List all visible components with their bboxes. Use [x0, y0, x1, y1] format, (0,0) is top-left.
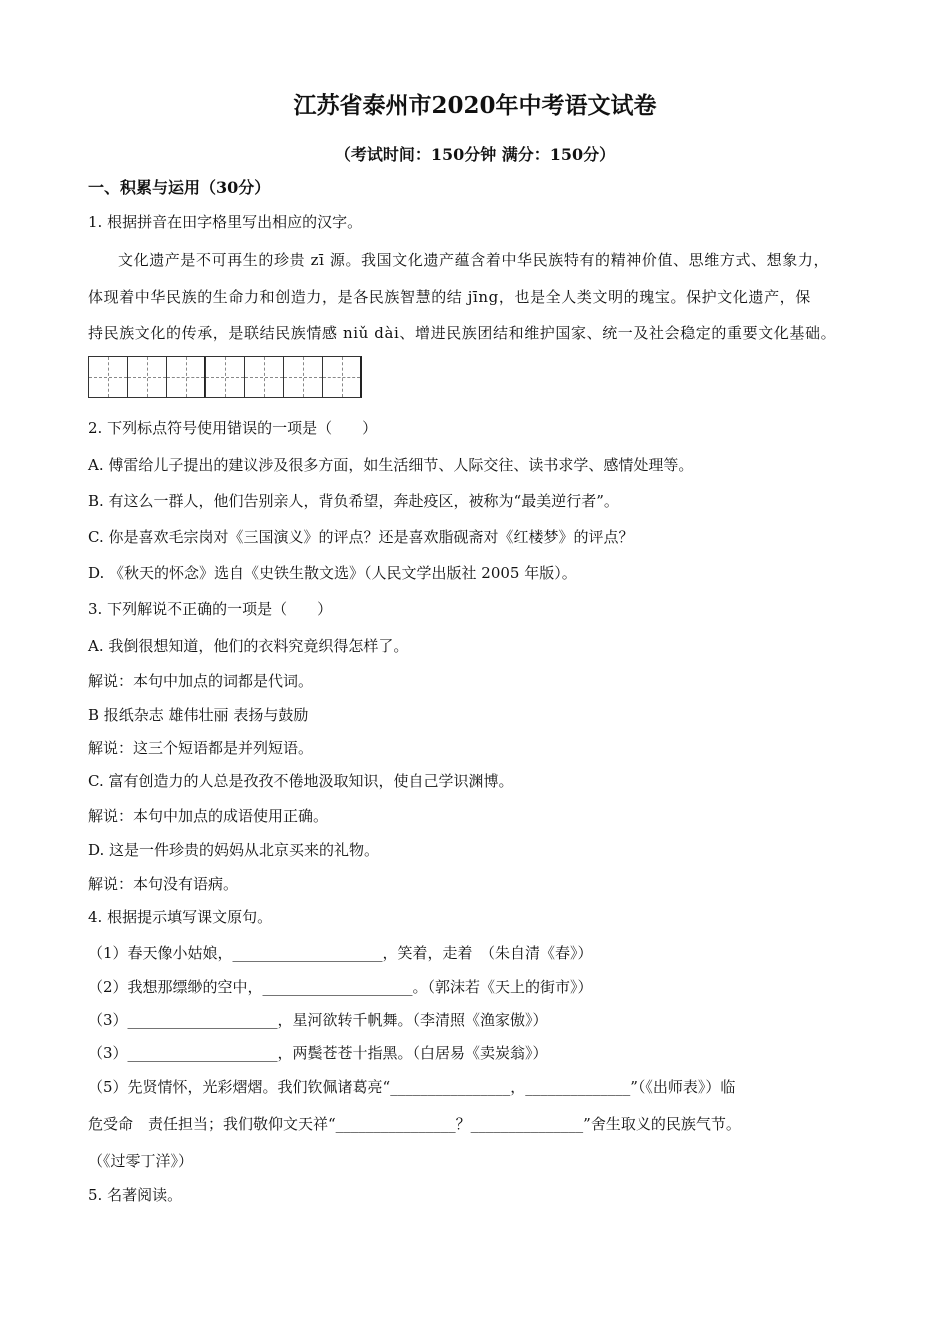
option-c: C. 你是喜欢毛宗岗对《三国演义》的评点？还是喜欢脂砚斋对《红楼梦》的评点？: [88, 528, 634, 546]
tianzige-grid[interactable]: [88, 356, 361, 398]
option-d: D. 《秋天的怀念》选自《史铁生散文选》（人民文学出版社 2005 年版）。: [88, 564, 577, 582]
question-4-stem: 4. 根据提示填写课文原句。: [88, 908, 273, 926]
grid-cell[interactable]: [283, 356, 323, 398]
grid-cell[interactable]: [244, 356, 284, 398]
q3-line: 解说：本句中加点的成语使用正确。: [88, 807, 329, 825]
passage-line: 体现着中华民族的生命力和创造力，是各民族智慧的结 jīng，也是全人类文明的瑰宝。保护文化遗产，保: [88, 288, 811, 306]
grid-cell[interactable]: [127, 356, 167, 398]
passage-line: 文化遗产是不可再生的珍贵 zī 源。我国文化遗产蕴含着中华民族特有的精神价值、思维方式、想象力，: [118, 251, 830, 269]
q4-line: （1）春天像小姑娘，____________________，笑着，走着 （朱自清《春》）: [88, 944, 593, 962]
option-b: B. 有这么一群人，他们告别亲人，背负希望，奔赴疫区，被称为“最美逆行者”。: [88, 492, 619, 510]
exam-info: （考试时间：150分钟 满分：150分）: [334, 145, 616, 164]
q3-line: D. 这是一件珍贵的妈妈从北京买来的礼物。: [88, 841, 380, 859]
passage-line: 持民族文化的传承，是联结民族情感 niǔ dài、增进民族团结和维护国家、统一及社会稳定的重要文化基础。: [88, 324, 837, 342]
page-title: 江苏省泰州市2020年中考语文试卷: [293, 92, 657, 119]
grid-cell[interactable]: [166, 356, 206, 398]
q4-line: （3）____________________，星河欲转千帆舞。（李清照《渔家傲》）: [88, 1011, 548, 1029]
question-1-stem: 1. 根据拼音在田字格里写出相应的汉字。: [88, 213, 363, 231]
q4-line: （3）____________________，两鬓苍苍十指黑。（白居易《卖炭翁》）: [88, 1044, 548, 1062]
q4-line: （5）先贤情怀，光彩熠熠。我们钦佩诸葛亮“________________，______________”（《出师表》）临: [88, 1078, 736, 1096]
q3-line: 解说：这三个短语都是并列短语。: [88, 739, 314, 757]
q3-line: C. 富有创造力的人总是孜孜不倦地汲取知识，使自己学识渊博。: [88, 772, 514, 790]
option-a: A. 傅雷给儿子提出的建议涉及很多方面，如生活细节、人际交往、读书求学、感情处理等。: [88, 456, 694, 474]
question-5-stem: 5. 名著阅读。: [88, 1186, 183, 1204]
q4-line: （2）我想那缥缈的空中，____________________。（郭沫若《天上的街市》）: [88, 978, 593, 996]
q3-line: 解说：本句没有语病。: [88, 875, 239, 893]
grid-cell[interactable]: [322, 356, 362, 398]
grid-cell[interactable]: [205, 356, 245, 398]
grid-cell[interactable]: [88, 356, 128, 398]
q3-line: B 报纸杂志 雄伟壮丽 表扬与鼓励: [88, 706, 309, 724]
section-heading: 一、积累与运用（30分）: [88, 178, 271, 197]
q4-line: （《过零丁洋》）: [88, 1152, 194, 1170]
q3-line: 解说：本句中加点的词都是代词。: [88, 672, 314, 690]
question-3-stem: 3. 下列解说不正确的一项是（ ）: [88, 600, 333, 618]
question-2-stem: 2. 下列标点符号使用错误的一项是（ ）: [88, 419, 378, 437]
q3-line: A. 我倒很想知道，他们的衣料究竟织得怎样了。: [88, 637, 409, 655]
q4-line: 危受命 责任担当；我们敬仰文天祥“________________？_______________”舍生取义的民族气节。: [88, 1115, 741, 1133]
